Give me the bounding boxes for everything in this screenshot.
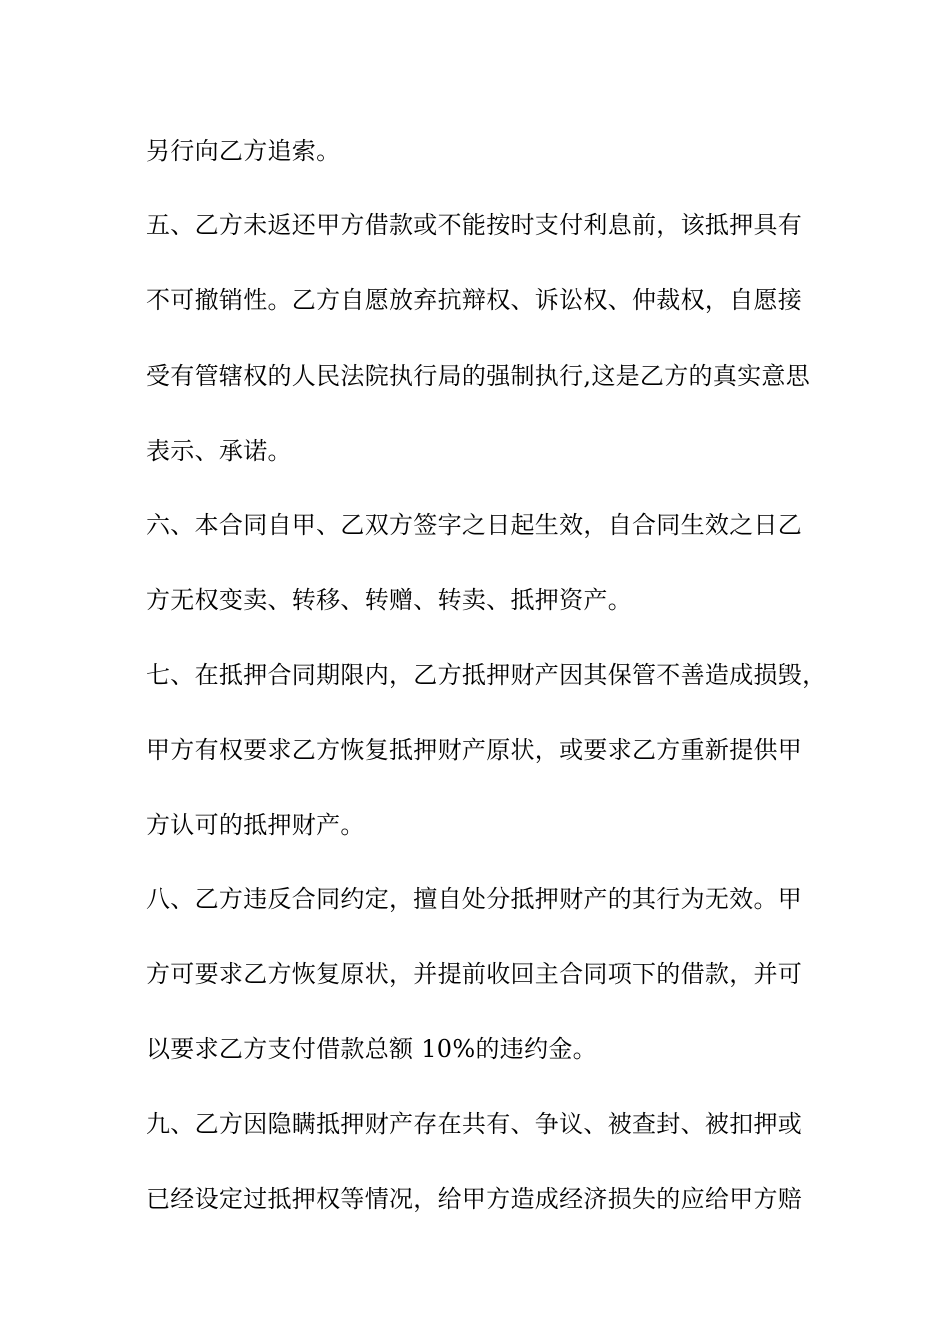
- text-line-2: 五、乙方未返还甲方借款或不能按时支付利息前，该抵押具有: [146, 211, 803, 239]
- text-line-9: 甲方有权要求乙方恢复抵押财产原状，或要求乙方重新提供甲: [146, 736, 803, 764]
- text-line-4: 受有管辖权的人民法院执行局的强制执行,这是乙方的真实意思: [146, 362, 811, 390]
- text-line-13: 以要求乙方支付借款总额 10%的违约金。: [146, 1035, 597, 1063]
- text-line-1: 另行向乙方追索。: [146, 137, 341, 165]
- text-line-14: 九、乙方因隐瞒抵押财产存在共有、争议、被查封、被扣押或: [146, 1110, 803, 1138]
- text-line-11: 八、乙方违反合同约定，擅自处分抵押财产的其行为无效。甲: [146, 885, 803, 913]
- text-line-10: 方认可的抵押财产。: [146, 811, 365, 839]
- text-line-15: 已经设定过抵押权等情况，给甲方造成经济损失的应给甲方赔: [146, 1185, 803, 1213]
- text-line-7: 方无权变卖、转移、转赠、转卖、抵押资产。: [146, 586, 632, 614]
- text-line-12: 方可要求乙方恢复原状，并提前收回主合同项下的借款，并可: [146, 960, 803, 988]
- text-line-3: 不可撤销性。乙方自愿放弃抗辩权、诉讼权、仲裁权，自愿接: [146, 286, 803, 314]
- text-line-8: 七、在抵押合同期限内，乙方抵押财产因其保管不善造成损毁，: [146, 661, 827, 689]
- text-line-5: 表示、承诺。: [146, 437, 292, 465]
- text-line-6: 六、本合同自甲、乙双方签字之日起生效，自合同生效之日乙: [146, 511, 803, 539]
